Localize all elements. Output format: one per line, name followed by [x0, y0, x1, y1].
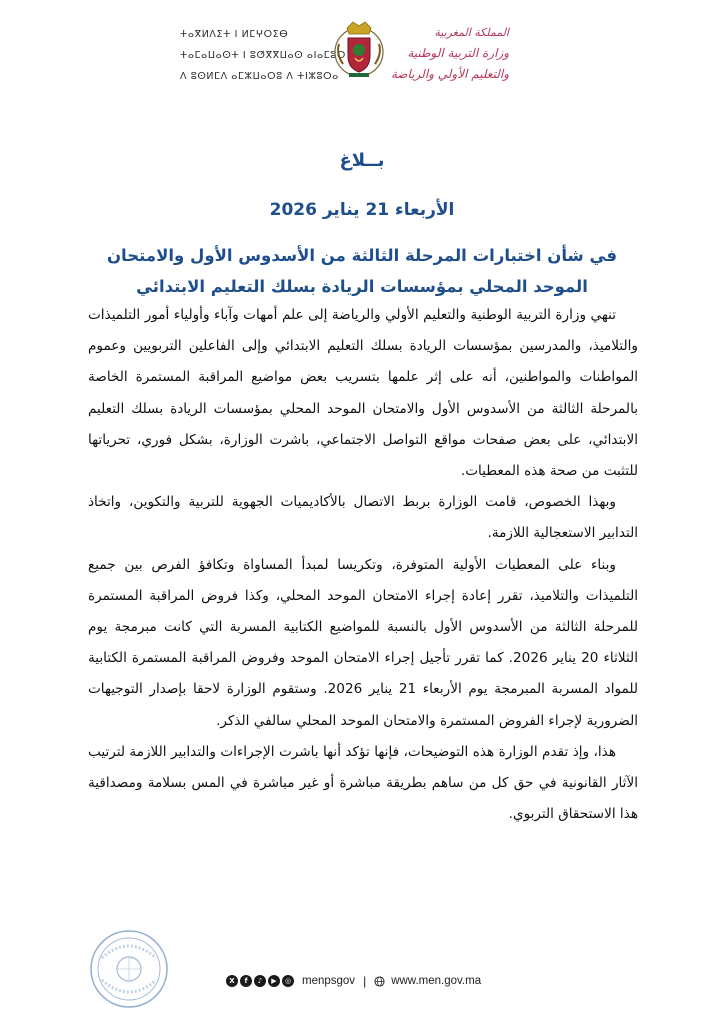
document-subject: في شأن اختبارات المرحلة الثالثة من الأسدوس الأول والامتحان الموحد المحلي بمؤسسات الريادة بسلك التعليم الابتدائي	[106, 246, 618, 296]
instagram-icon[interactable]: ◎	[282, 975, 294, 987]
document-date: الأربعاء 21 يناير 2026	[269, 200, 455, 220]
paragraph: وبناء على المعطيات الأولية المتوفرة، وتكريسا لمبدأ المساواة وتكافؤ الفرص بين جميع التلميذات والتلاميذ، تقرر إعادة إجراء الامتحان الموحد المحلي، وكذا فروض المراقبة المستمرة للمرحلة الثالثة من الأسدوس الأول بالنسبة للمواضيع الكتابية المسربة التي كانت مبرمجة يوم الثلاثاء 20 يناير 2026. كما تقرر تأجيل إجراء الامتحان الموحد وفروض المراقبة المستمرة الكتابية للمواد المسربة المبرمجة يوم الأربعاء 21 يناير 2026. وستقوم الوزارة لاحقا بإصدار التوجيهات الضرورية لإجراء الفروض المستمرة والامتحان الموحد المحلي سالفي الذكر.	[88, 556, 638, 729]
facebook-icon[interactable]: f	[240, 975, 252, 987]
arabic-header-line: والتعليم الأولي والرياضة	[390, 67, 509, 81]
tifinagh-line: ⴷ ⵓⵙⵍⵎⴷ ⴰⵎⵣⵡⴰⵔⵓ ⴷ ⵜⵏⵣⵓⵔⴰ	[180, 71, 339, 82]
paragraph: وبهذا الخصوص، قامت الوزارة بربط الاتصال بالأكاديميات الجهوية للتربية والتكوين، واتخاذ التدابير الاستعجالية اللازمة.	[88, 494, 638, 542]
social-handle[interactable]: menpsgov	[302, 975, 356, 987]
youtube-icon[interactable]: ▶	[268, 975, 280, 987]
arabic-header-line: وزارة التربية الوطنية	[407, 46, 509, 60]
arabic-ministry-name	[369, 22, 509, 85]
official-stamp-icon	[88, 928, 170, 1010]
paragraph: هذا، وإذ تقدم الوزارة هذه التوضيحات، فإنها تؤكد أنها باشرت الإجراءات والتدابير اللازمة لترتيب الآثار القانونية في حق كل من ساهم بطريقة مباشرة أو غير مباشرة في المس بسلامة ومصداقية هذا الاستحقاق التربوي.	[88, 743, 638, 823]
letterhead	[0, 18, 724, 108]
tiktok-icon[interactable]: ♪	[254, 975, 266, 987]
tifinagh-line: ⵜⴰⴳⵍⴷⵉⵜ ⵏ ⵍⵎⵖⵔⵉⴱ	[180, 29, 289, 40]
paragraph: تنهي وزارة التربية الوطنية والتعليم الأولي والرياضة إلى علم أمهات وآباء وأولياء أمور التلميذات والتلاميذ، والمدرسين بمؤسسات الريادة بسلك التعليم الابتدائي وإلى الفاعلين التربويين وعموم المواطنات والمواطنين، أنه على إثر علمها بتسريب بعض مواضيع المراقبة المستمرة الخاصة بالمرحلة الثالثة من الأسدوس الأول والامتحان الموحد المحلي بمؤسسات الريادة بسلك التعليم الابتدائي، على بعض صفحات مواقع التواصل الاجتماعي، باشرت الوزارة، بشكل فوري، تحرياتها للتثبت من صحة هذه المعطيات.	[88, 307, 638, 480]
arabic-header-line: المملكة المغربية	[434, 26, 509, 39]
website-link[interactable]: www.men.gov.ma	[391, 975, 482, 987]
tifinagh-ministry-name	[180, 24, 355, 87]
tifinagh-line: ⵜⴰⵎⴰⵡⴰⵙⵜ ⵏ ⵓⵚⴳⴳⵡⴰⵙ ⴰⵏⴰⵎⵓⵔ	[180, 50, 346, 61]
social-icons	[226, 975, 294, 987]
globe-icon	[374, 976, 385, 987]
footer-contact	[226, 971, 481, 991]
x-icon[interactable]: X	[226, 975, 238, 987]
document-body	[88, 300, 638, 830]
document-title: بــلاغ	[339, 150, 385, 171]
footer-separator: |	[363, 974, 367, 988]
